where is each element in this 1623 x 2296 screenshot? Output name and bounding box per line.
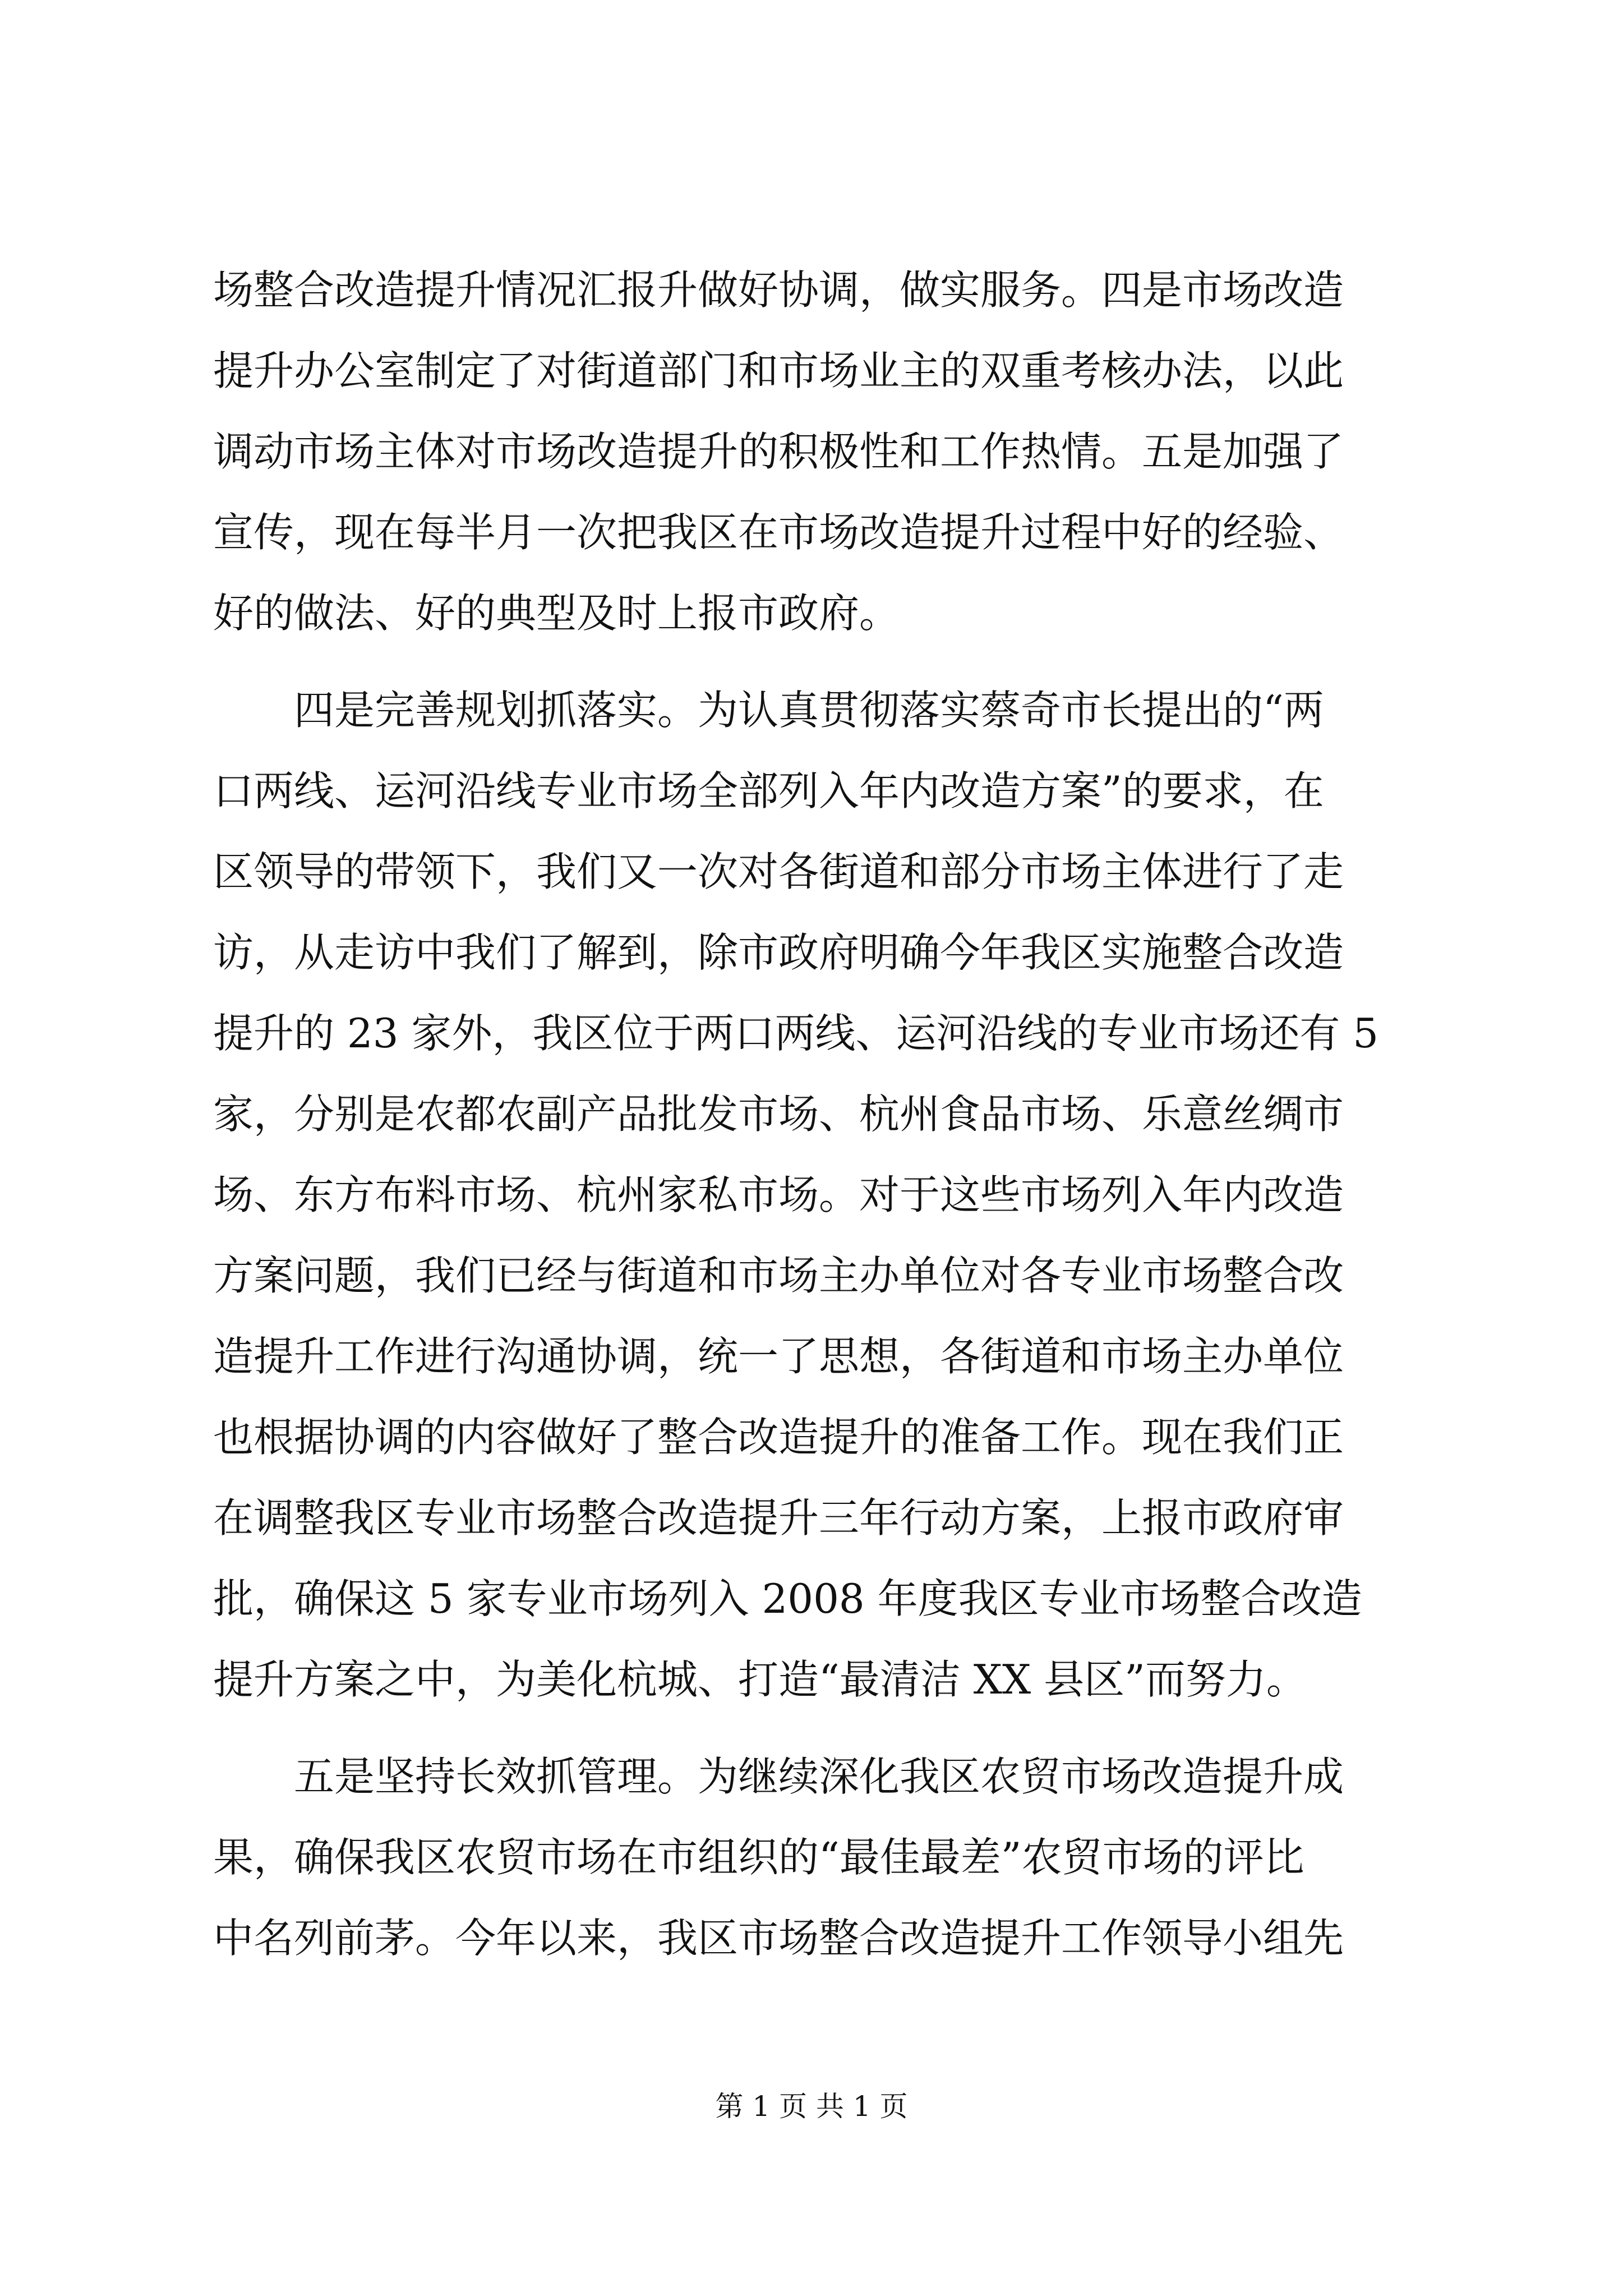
paragraph-3 (213, 1736, 1430, 1978)
text-line: 造提升工作进行沟通协调，统一了思想，各街道和市场主办单位 (213, 1333, 1344, 1380)
text-line: 场、东方布料市场、杭州家私市场。对于这些市场列入年内改造 (213, 1171, 1344, 1218)
text-line: 也根据协调的内容做好了整合改造提升的准备工作。现在我们正 (213, 1414, 1344, 1461)
paragraph-2 (213, 670, 1430, 1720)
text-line: 果，确保我区农贸市场在市组织的“最佳最差”农贸市场的评比 (213, 1834, 1304, 1881)
text-line: 五是坚持长效抓管理。为继续深化我区农贸市场改造提升成 (213, 1753, 1344, 1800)
text-line: 中名列前茅。今年以来，我区市场整合改造提升工作领导小组先 (213, 1915, 1344, 1962)
text-line: 场整合改造提升情况汇报升做好协调，做实服务。四是市场改造 (213, 266, 1344, 314)
text-line: 提升的 23 家外，我区位于两口两线、运河沿线的专业市场还有 5 (213, 1010, 1379, 1057)
page-number-label: 第 1 页 共 1 页 (715, 2090, 908, 2123)
text-line: 家，分别是农都农副产品批发市场、杭州食品市场、乐意丝绸市 (213, 1091, 1344, 1138)
text-line: 口两线、运河沿线专业市场全部列入年内改造方案”的要求，在 (213, 767, 1324, 815)
text-line: 方案问题，我们已经与街道和市场主办单位对各专业市场整合改 (213, 1252, 1344, 1299)
text-line: 四是完善规划抓落实。为认真贯彻落实蔡奇市长提出的“两 (213, 687, 1324, 734)
document-body (213, 250, 1430, 1978)
text-line: 提升办公室制定了对街道部门和市场业主的双重考核办法，以此 (213, 347, 1344, 394)
text-line: 调动市场主体对市场改造提升的积极性和工作热情。五是加强了 (213, 428, 1344, 475)
text-line: 区领导的带领下，我们又一次对各街道和部分市场主体进行了走 (213, 848, 1344, 895)
text-line: 在调整我区专业市场整合改造提升三年行动方案，上报市政府审 (213, 1494, 1344, 1542)
paragraph-1 (213, 250, 1430, 654)
text-line: 宣传，现在每半月一次把我区在市场改造提升过程中好的经验、 (213, 509, 1344, 556)
page-footer (0, 2087, 1623, 2126)
text-line: 好的做法、好的典型及时上报市政府。 (213, 590, 900, 637)
paragraph-spacing (213, 654, 1430, 670)
text-line: 提升方案之中，为美化杭城、打造“最清洁 XX 县区”而努力。 (213, 1656, 1307, 1703)
paragraph-spacing (213, 1720, 1430, 1736)
text-line: 访，从走访中我们了解到，除市政府明确今年我区实施整合改造 (213, 929, 1344, 976)
text-line: 批，确保这 5 家专业市场列入 2008 年度我区专业市场整合改造 (213, 1575, 1362, 1622)
